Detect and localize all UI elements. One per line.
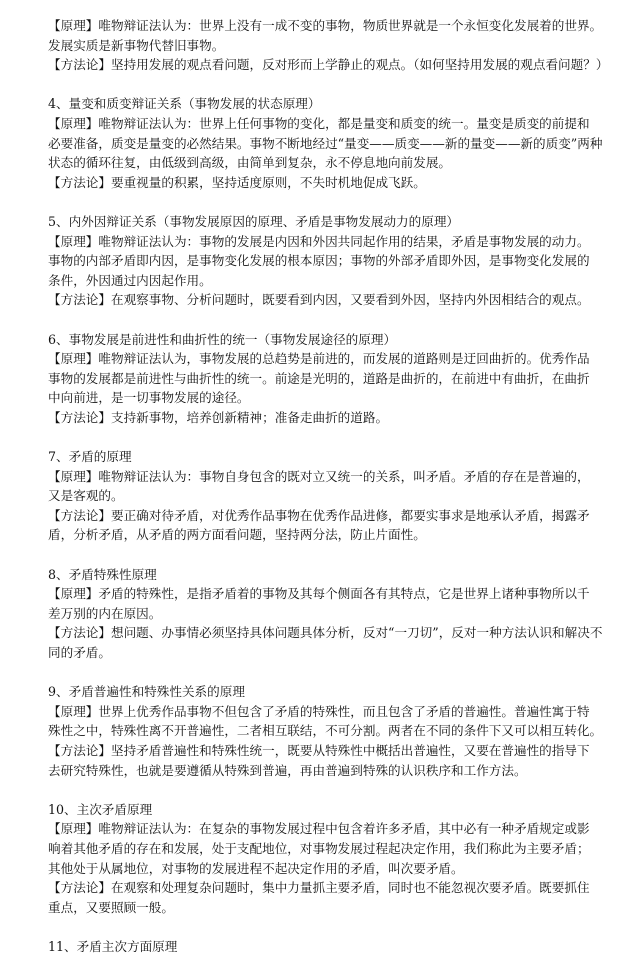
principle-text: 【原理】唯物辩证法认为：在复杂的事物发展过程中包含着许多矛盾，其中必有一种矛盾规定或影 [48,821,590,837]
paragraph-spacer [48,310,612,330]
paragraph-spacer [48,192,612,212]
body-text-line: 状态的循环往复，由低级到高级，由简单到复杂，永不停息地向前发展。 [48,155,451,171]
section-heading: 9、矛盾普遍性和特殊性关系的原理 [48,684,245,700]
methodology-text: 【方法论】要重视量的积累，坚持适度原则，不失时机地促成飞跃。 [48,174,426,190]
body-text-line: 发展实质是新事物代替旧事物。 [48,37,225,53]
paragraph-spacer [48,917,612,937]
body-text-line: 其他处于从属地位，对事物的发展进程不起决定作用的矛盾，叫次要矛盾。 [48,860,464,876]
body-text-line: 差万别的内在原因。 [48,605,162,621]
section-heading: 4、量变和质变辩证关系（事物发展的状态原理） [48,96,321,112]
paragraph-spacer [48,75,612,95]
methodology-text: 【方法论】要正确对待矛盾，对优秀作品事物在优秀作品进修，都要实事求是地承认矛盾，揭露矛 [48,507,590,523]
body-text-line: 同的矛盾。 [48,645,111,660]
paragraph-spacer [48,780,612,800]
paragraph-spacer [48,545,612,565]
methodology-text: 【方法论】坚持矛盾普遍性和特殊性统一，既要从特殊性中概括出普遍性，又要在普遍性的指导下 [48,742,590,758]
section-heading: 7、矛盾的原理 [48,449,132,465]
section-heading: 6、事物发展是前进性和曲折性的统一（事物发展途径的原理） [48,331,397,347]
body-text-line: 又是客观的。 [48,488,124,504]
body-text-line: 中向前进，是一切事物发展的途径。 [48,390,250,406]
body-text-line: 殊性之中，特殊性离不开普遍性，二者相互联结，不可分割。两者在不同的条件下又可以相互转化。 [48,723,603,739]
body-text-line: 条件，外因通过内因起作用。 [48,272,212,288]
methodology-text: 【方法论】支持新事物，培养创新精神；准备走曲折的道路。 [48,409,389,425]
body-text-line: 事物的发展都是前进性与曲折性的统一。前途是光明的，道路是曲折的，在前进中有曲折，在曲折 [48,370,590,386]
body-text-line: 响着其他矛盾的存在和发展，处于支配地位，对事物发展过程起决定作用，我们称此为主要矛盾； [48,840,590,856]
principle-text: 【原理】唯物辩证法认为：世界上任何事物的变化，都是量变和质变的统一。量变是质变的前提和 [48,115,590,131]
methodology-text: 【方法论】在观察和处理复杂问题时，集中力量抓主要矛盾，同时也不能忽视次要矛盾。既要抓住 [48,880,590,896]
methodology-text: 【方法论】坚持用发展的观点看问题，反对形而上学静止的观点。（如何坚持用发展的观点看问题？） [48,57,609,73]
body-text-line: 事物的内部矛盾即内因，是事物变化发展的根本原因；事物的外部矛盾即外因，是事物变化发展的 [48,253,590,269]
principle-text: 【原理】矛盾的特殊性，是指矛盾着的事物及其每个侧面各有其特点，它是世界上诸种事物所以千 [48,586,590,602]
principle-text: 【原理】世界上优秀作品事物不但包含了矛盾的特殊性，而且包含了矛盾的普遍性。普遍性寓于特 [48,703,590,719]
body-text-line: 去研究特殊性，也就是要遵循从特殊到普遍，再由普遍到特殊的认识秩序和工作方法。 [48,762,527,778]
paragraph-spacer [48,427,612,447]
methodology-text: 【方法论】想问题、办事情必须坚持具体问题具体分析，反对“一刀切”，反对一种方法认识和解决不 [48,625,603,641]
principle-text: 【原理】唯物辩证法认为：事物自身包含的既对立又统一的关系，叫矛盾。矛盾的存在是普遍的， [48,468,590,484]
principle-text: 【原理】唯物辩证法认为：世界上没有一成不变的事物，物质世界就是一个永恒变化发展着的世界。 [48,18,603,33]
section-heading: 11、矛盾主次方面原理 [48,938,178,954]
paragraph-spacer [48,663,612,683]
principle-text: 【原理】唯物辩证法认为，事物发展的总趋势是前进的，而发展的道路则是迂回曲折的。优秀作品 [48,351,590,367]
body-text-line: 重点，又要照顾一般。 [48,899,174,915]
section-heading: 10、主次矛盾原理 [48,801,153,817]
methodology-text: 【方法论】在观察事物、分析问题时，既要看到内因，又要看到外因，坚持内外因相结合的观点。 [48,292,590,308]
body-text-line: 必要准备，质变是量变的必然结果。事物不断地经过“量变——质变——新的量变——新的质变”两种 [48,135,603,151]
principle-text: 【原理】唯物辩证法认为：事物的发展是内因和外因共同起作用的结果，矛盾是事物发展的动力。 [48,233,590,249]
section-heading: 5、内外因辩证关系（事物发展原因的原理、矛盾是事物发展动力的原理） [48,213,460,229]
section-heading: 8、矛盾特殊性原理 [48,566,157,582]
body-text-line: 盾，分析矛盾，从矛盾的两方面看问题，坚持两分法，防止片面性。 [48,527,426,543]
